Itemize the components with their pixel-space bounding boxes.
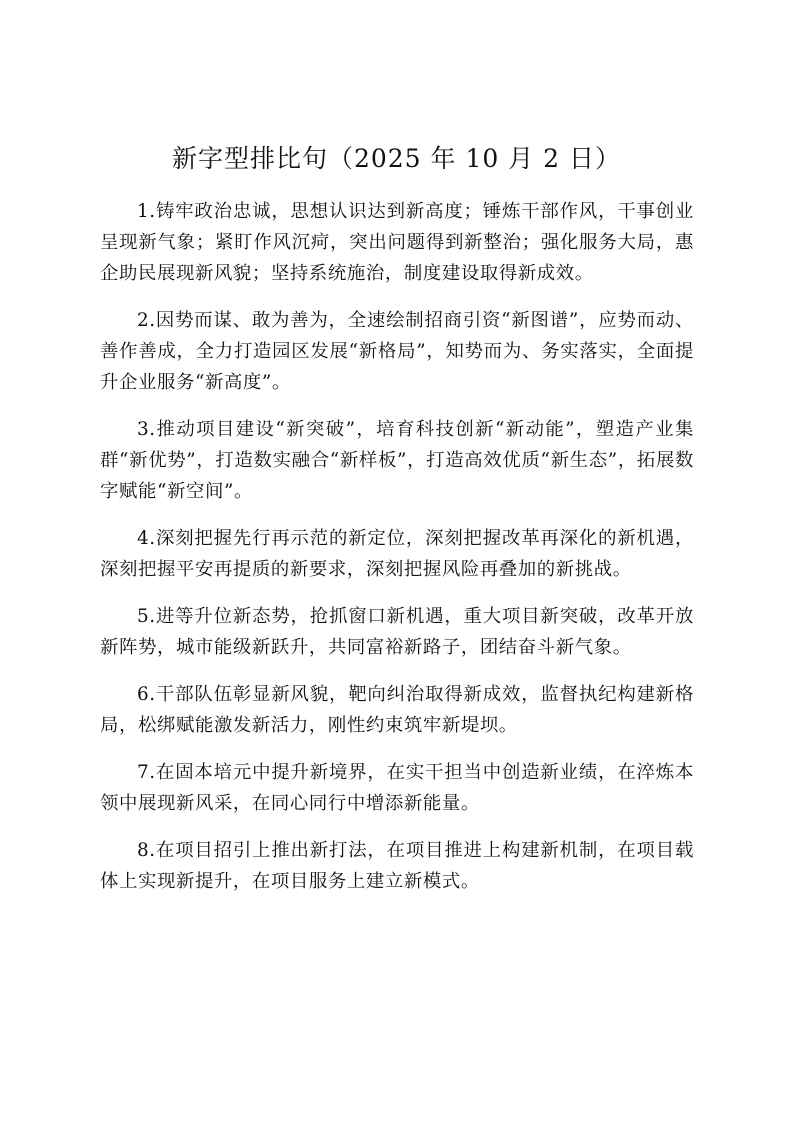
paragraph-3: 3.推动项目建设“新突破”，培育科技创新“新动能”，塑造产业集群“新优势”，打造数实融合“新样板”，打造高效优质“新生态”，拓展数字赋能“新空间”。 [100,419,694,502]
paragraph-1: 1.铸牢政治忠诚，思想认识达到新高度；锤炼干部作风，干事创业呈现新气象；紧盯作风沉疴，突出问题得到新整治；强化服务大局，惠企助民展现新风貌；坚持系统施治，制度建设取得新成效。 [100,201,694,284]
paragraph-7: 7.在固本培元中提升新境界，在实干担当中创造新业绩，在淬炼本领中展现新风采，在同心同行中增添新能量。 [100,762,694,814]
paragraph-2: 2.因势而谋、敢为善为，全速绘制招商引资“新图谱”，应势而动、善作善成，全力打造园区发展“新格局”，知势而为、务实落实，全面提升企业服务“新高度”。 [100,310,694,393]
paragraph-5: 5.进等升位新态势，抢抓窗口新机遇，重大项目新突破，改革开放新阵势，城市能级新跃升，共同富裕新路子，团结奋斗新气象。 [100,606,694,658]
document-body [100,196,694,913]
paragraph-4: 4.深刻把握先行再示范的新定位，深刻把握改革再深化的新机遇，深刻把握平安再提质的新要求，深刻把握风险再叠加的新挑战。 [100,528,694,580]
paragraph-8: 8.在项目招引上推出新打法，在项目推进上构建新机制，在项目载体上实现新提升，在项目服务上建立新模式。 [100,840,694,892]
paragraph-6: 6.干部队伍彰显新风貌，靶向纠治取得新成效，监督执纪构建新格局，松绑赋能激发新活力，刚性约束筑牢新堤坝。 [100,684,694,736]
document-title: 新字型排比句（2025 年 10 月 2 日） [171,144,622,173]
